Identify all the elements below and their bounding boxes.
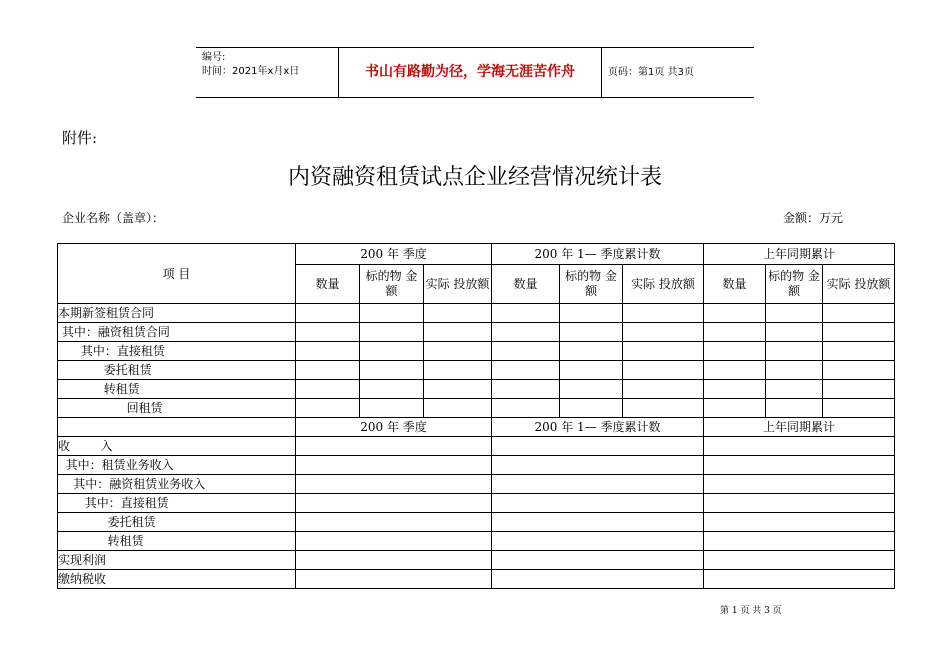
table-cell xyxy=(704,323,766,342)
sub-header: 数量 xyxy=(296,265,360,304)
table-cell xyxy=(492,437,704,456)
table-cell xyxy=(360,399,424,418)
table-cell xyxy=(492,532,704,551)
row-label: 实现利润 xyxy=(58,551,296,570)
period-header: 200 年 1— 季度累计数 xyxy=(492,418,704,437)
row-label: 回租赁 xyxy=(58,399,296,418)
table-section-header-row xyxy=(58,418,895,437)
table-row xyxy=(58,570,895,589)
table-cell xyxy=(623,361,704,380)
table-row xyxy=(58,513,895,532)
table-row xyxy=(58,399,895,418)
table-cell xyxy=(492,399,560,418)
row-label: 转租赁 xyxy=(58,380,296,399)
table-cell xyxy=(704,342,766,361)
table-cell xyxy=(296,304,360,323)
table-cell xyxy=(296,551,492,570)
table-row xyxy=(58,532,895,551)
table-cell xyxy=(492,342,560,361)
page-header xyxy=(196,47,754,98)
table-cell xyxy=(296,361,360,380)
table-cell xyxy=(560,380,623,399)
table-cell xyxy=(492,361,560,380)
table-cell xyxy=(704,551,895,570)
table-cell xyxy=(424,380,492,399)
table-row xyxy=(58,456,895,475)
table-cell xyxy=(560,323,623,342)
table-cell xyxy=(704,437,895,456)
table-cell xyxy=(424,361,492,380)
statistics-table xyxy=(57,243,895,589)
table-cell xyxy=(360,342,424,361)
table-row xyxy=(58,437,895,456)
table-cell xyxy=(560,361,623,380)
table-cell xyxy=(296,513,492,532)
table-cell xyxy=(623,380,704,399)
sub-header: 实际 投放额 xyxy=(823,265,895,304)
table-cell xyxy=(492,304,560,323)
table-cell xyxy=(492,323,560,342)
table-cell xyxy=(766,361,823,380)
table-cell xyxy=(492,494,704,513)
table-cell xyxy=(704,380,766,399)
table-header-row xyxy=(58,244,895,265)
table-cell xyxy=(766,342,823,361)
sub-header: 标的物 金额 xyxy=(560,265,623,304)
table-cell xyxy=(296,570,492,589)
table-cell xyxy=(560,342,623,361)
table-cell xyxy=(360,380,424,399)
row-label: 其中：直接租赁 xyxy=(58,494,296,513)
row-label: 其中：租赁业务收入 xyxy=(58,456,296,475)
attachment-label: 附件: xyxy=(62,129,98,147)
sub-header: 标的物 金额 xyxy=(360,265,424,304)
period-header: 上年同期累计 xyxy=(704,418,895,437)
row-label: 缴纳税收 xyxy=(58,570,296,589)
table-cell xyxy=(704,399,766,418)
time-label: 时间：2021年x月x日 xyxy=(202,66,300,77)
slogan: 书山有路勤为径，学海无涯苦作舟 xyxy=(338,48,602,97)
row-label: 转租赁 xyxy=(58,532,296,551)
period-header: 上年同期累计 xyxy=(704,244,895,265)
table-cell xyxy=(492,513,704,532)
table-cell xyxy=(58,418,296,437)
table-cell xyxy=(823,342,895,361)
unit-label: 金额：万元 xyxy=(783,211,844,225)
sub-header: 实际 投放额 xyxy=(623,265,704,304)
period-header: 200 年 季度 xyxy=(296,418,492,437)
table-cell xyxy=(623,342,704,361)
table-cell xyxy=(704,475,895,494)
row-label: 委托租赁 xyxy=(58,513,296,532)
table-cell xyxy=(704,532,895,551)
table-cell xyxy=(424,399,492,418)
table-row xyxy=(58,323,895,342)
period-header: 200 年 1— 季度累计数 xyxy=(492,244,704,265)
table-row xyxy=(58,494,895,513)
table-cell xyxy=(296,475,492,494)
row-label: 其中：融资租赁合同 xyxy=(58,323,296,342)
table-cell xyxy=(704,494,895,513)
table-row xyxy=(58,380,895,399)
table-row xyxy=(58,342,895,361)
table-cell xyxy=(296,456,492,475)
item-header: 项 目 xyxy=(58,244,296,304)
company-label: 企业名称（盖章）： xyxy=(62,211,165,225)
table-cell xyxy=(766,380,823,399)
table-cell xyxy=(766,323,823,342)
table-cell xyxy=(492,570,704,589)
table-cell xyxy=(296,399,360,418)
table-cell xyxy=(766,304,823,323)
table-cell xyxy=(704,456,895,475)
table-cell xyxy=(704,361,766,380)
row-label: 本期新签租赁合同 xyxy=(58,304,296,323)
sub-header: 实际 投放额 xyxy=(424,265,492,304)
sub-header: 数量 xyxy=(704,265,766,304)
table-cell xyxy=(492,380,560,399)
table-cell xyxy=(823,323,895,342)
table-cell xyxy=(492,456,704,475)
table-cell xyxy=(424,323,492,342)
table-cell xyxy=(704,513,895,532)
table-cell xyxy=(560,399,623,418)
table-cell xyxy=(704,304,766,323)
table-cell xyxy=(296,323,360,342)
table-cell xyxy=(823,380,895,399)
document-title: 内资融资租赁试点企业经营情况统计表 xyxy=(287,165,662,190)
table-cell xyxy=(424,342,492,361)
row-label: 其中：直接租赁 xyxy=(58,342,296,361)
table-cell xyxy=(823,361,895,380)
table-row xyxy=(58,551,895,570)
table-cell xyxy=(623,399,704,418)
table-cell xyxy=(823,399,895,418)
table-cell xyxy=(492,551,704,570)
table-cell xyxy=(360,361,424,380)
row-label: 其中：融资租赁业务收入 xyxy=(58,475,296,494)
page-label: 页码：第1页 共3页 xyxy=(608,67,694,78)
table-cell xyxy=(492,475,704,494)
page-footer: 第 1 页 共 3 页 xyxy=(720,606,782,616)
code-label: 编号: xyxy=(202,52,226,63)
table-row xyxy=(58,361,895,380)
table-cell xyxy=(360,323,424,342)
table-cell xyxy=(623,323,704,342)
table-cell xyxy=(296,532,492,551)
row-label: 收 入 xyxy=(58,437,296,456)
row-label: 委托租赁 xyxy=(58,361,296,380)
table-row xyxy=(58,304,895,323)
table-cell xyxy=(296,342,360,361)
table-cell xyxy=(704,570,895,589)
table-row xyxy=(58,475,895,494)
period-header: 200 年 季度 xyxy=(296,244,492,265)
table-cell xyxy=(766,399,823,418)
header-info xyxy=(196,48,338,97)
sub-header: 标的物 金额 xyxy=(766,265,823,304)
table-cell xyxy=(296,380,360,399)
table-cell xyxy=(360,304,424,323)
table-cell xyxy=(823,304,895,323)
table-cell xyxy=(296,494,492,513)
table-cell xyxy=(296,437,492,456)
sub-header: 数量 xyxy=(492,265,560,304)
table-cell xyxy=(623,304,704,323)
table-cell xyxy=(424,304,492,323)
table-cell xyxy=(560,304,623,323)
